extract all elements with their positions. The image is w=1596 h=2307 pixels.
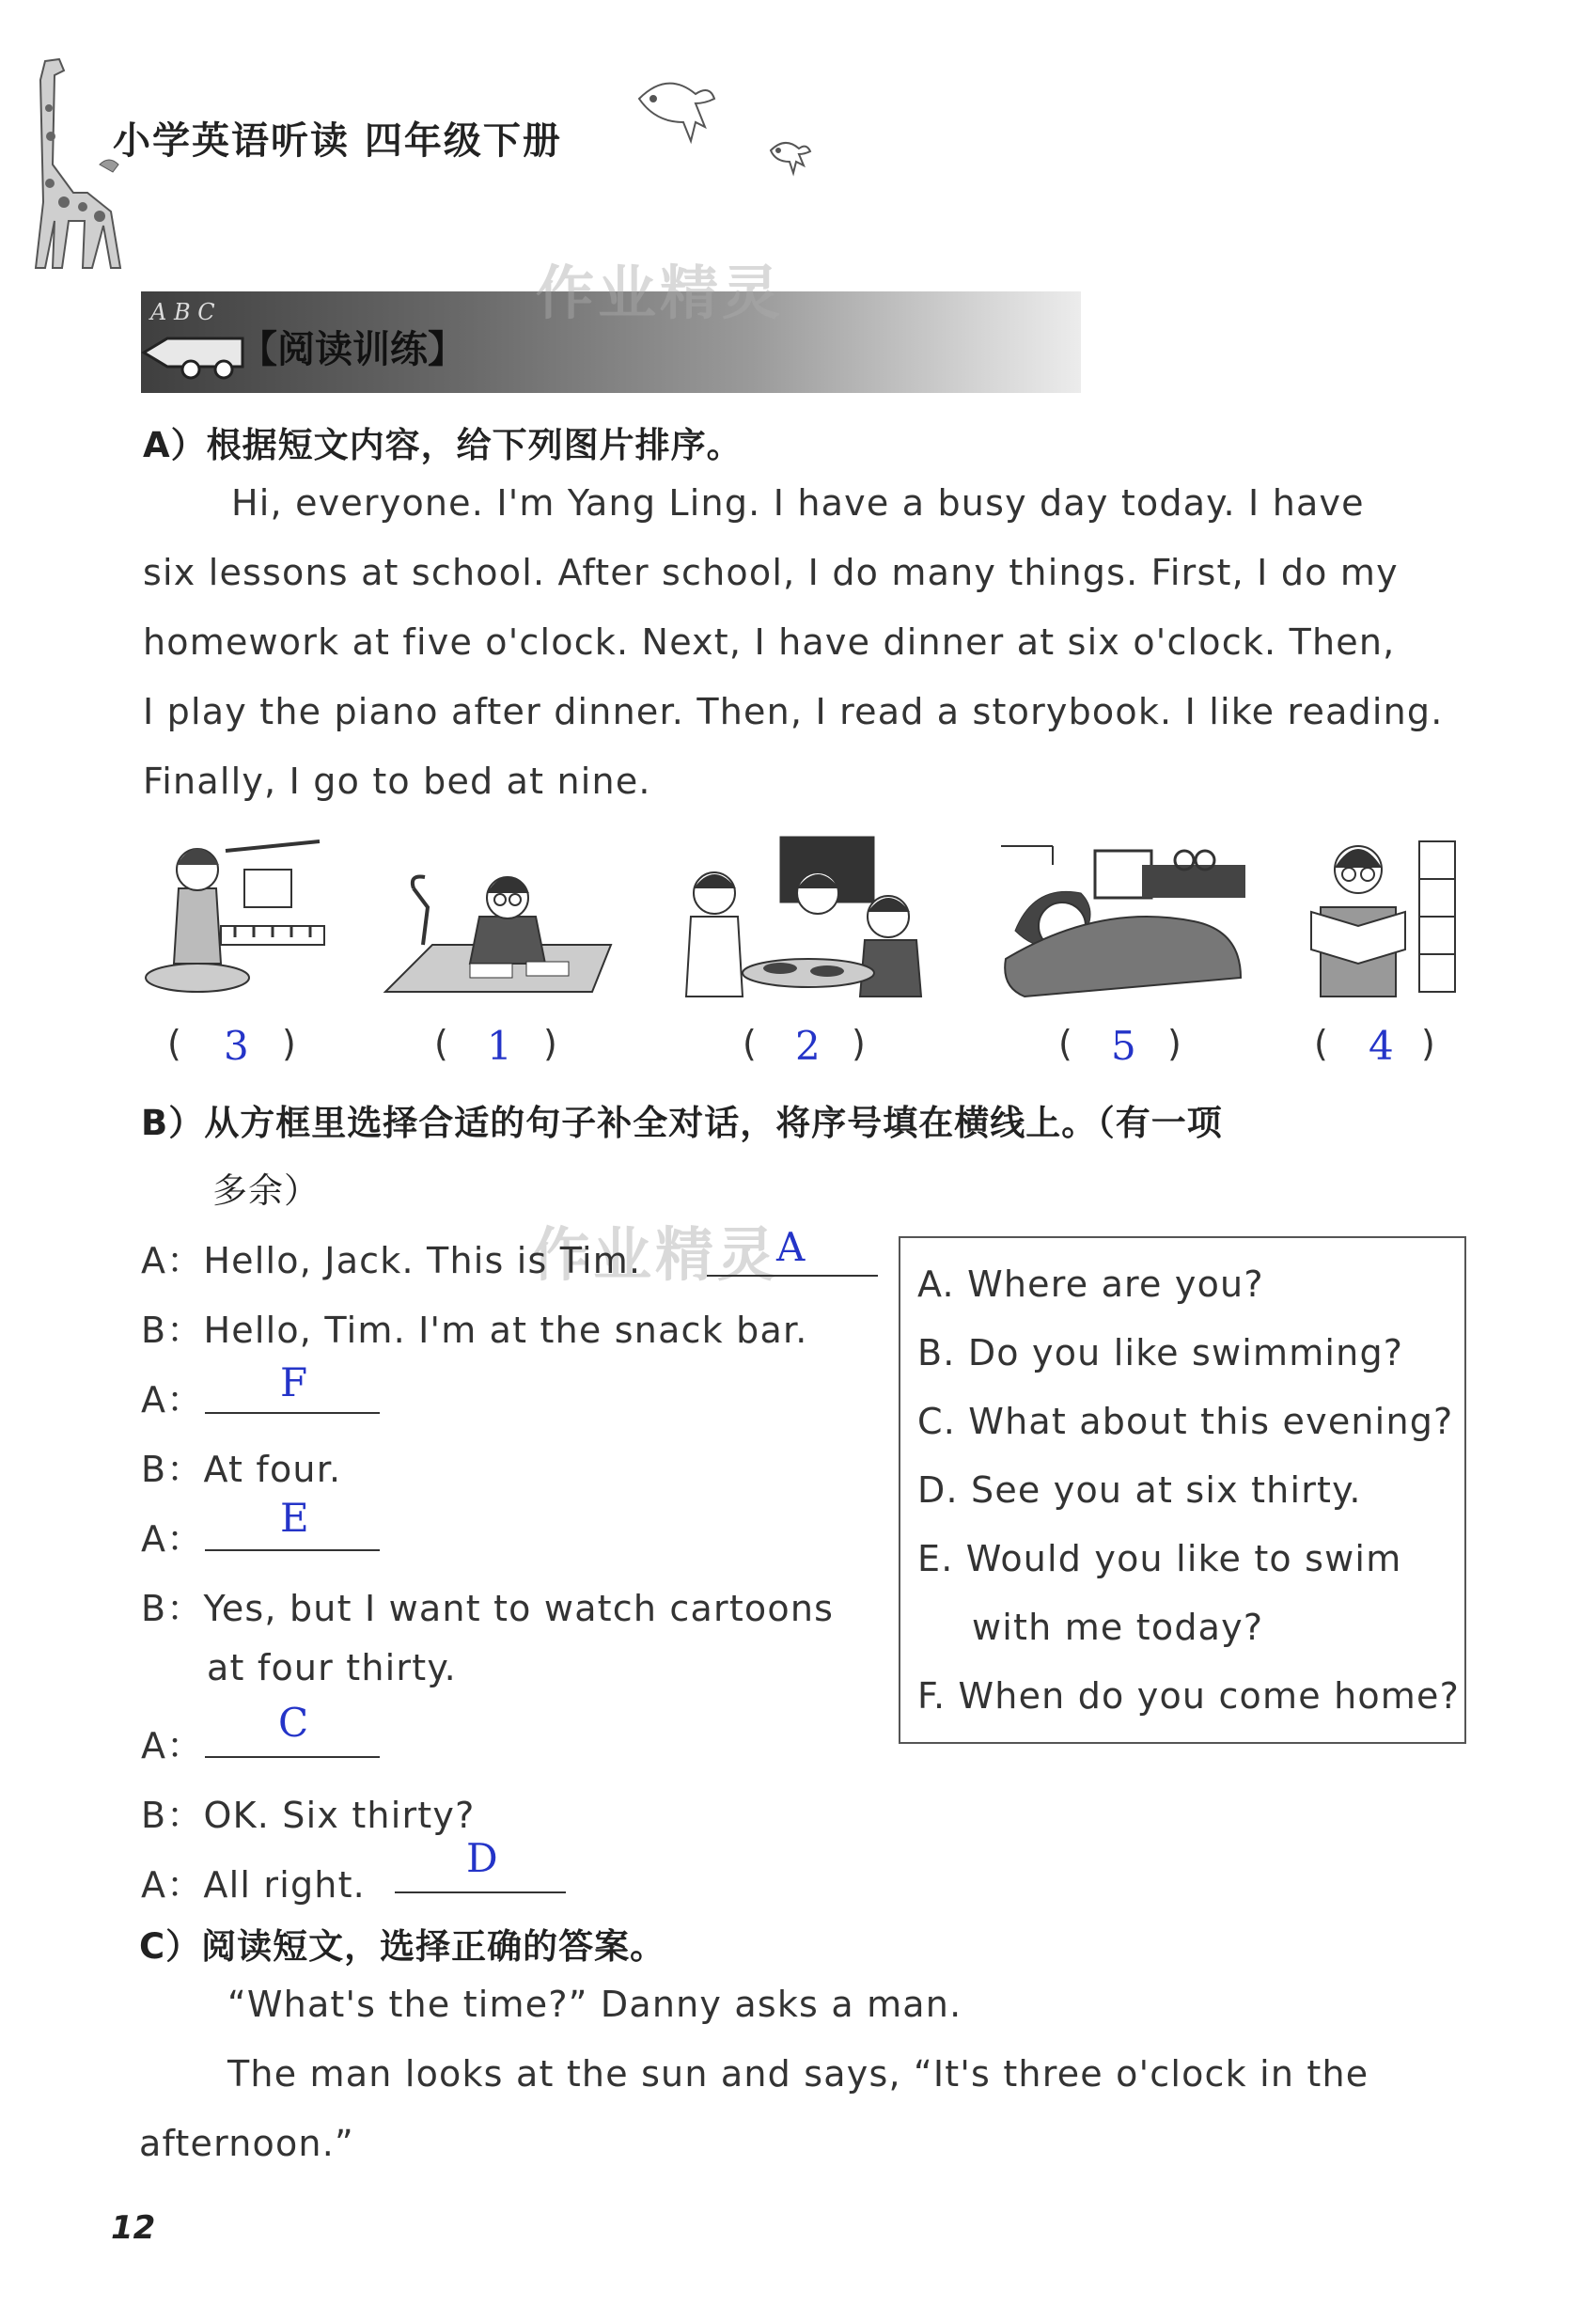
- girl-playing-piano-picture: [141, 832, 329, 1001]
- dialogue-answer: F: [280, 1359, 308, 1405]
- speaker: A：: [141, 1864, 204, 1906]
- speaker: B：: [141, 1795, 204, 1836]
- dialogue-line: Hello, Jack. This is Tim.: [203, 1240, 642, 1281]
- passage-line: I play the piano after dinner. Then, I read a storybook. I like reading.: [143, 691, 1444, 732]
- book-title: 小学英语听读 四年级下册: [113, 119, 562, 163]
- dialogue-answer: E: [280, 1495, 309, 1541]
- girl-reading-book-picture: [1302, 832, 1457, 1006]
- speaker: B：: [141, 1310, 204, 1351]
- answer-blank: [707, 1275, 878, 1277]
- option-item: F. When do you come home?: [917, 1675, 1460, 1717]
- paren-close: ): [282, 1023, 296, 1064]
- answer-blank: [205, 1549, 380, 1551]
- paren-open: (: [743, 1023, 757, 1064]
- passage-line: “What's the time?” Danny asks a man.: [227, 1984, 962, 2025]
- picture-answer: 1: [487, 1023, 512, 1069]
- family-having-dinner-picture: [667, 832, 949, 1001]
- giraffe-illustration: [17, 52, 139, 277]
- girl-doing-homework-picture: [376, 851, 620, 1001]
- picture-answer: 4: [1369, 1023, 1394, 1069]
- section-a-heading: A）根据短文内容，给下列图片排序。: [143, 425, 743, 465]
- passage-line: Finally, I go to bed at nine.: [143, 761, 651, 802]
- section-c-heading: C）阅读短文，选择正确的答案。: [139, 1926, 666, 1967]
- option-item-cont: with me today?: [972, 1607, 1264, 1648]
- speaker: A：: [141, 1518, 204, 1560]
- option-item: C. What about this evening?: [917, 1401, 1454, 1442]
- paren-close: ): [852, 1023, 866, 1064]
- passage-line: The man looks at the sun and says, “It's three o'clock in the: [227, 2053, 1369, 2095]
- pencil-icon: [139, 324, 247, 381]
- banner-letters: A B C: [150, 299, 215, 325]
- passage-line: homework at five o'clock. Next, I have dinner at six o'clock. Then,: [143, 621, 1396, 663]
- dialogue-line: All right.: [203, 1864, 366, 1906]
- dialogue-answer: A: [776, 1224, 806, 1270]
- paren-close: ): [1167, 1023, 1181, 1064]
- paren-open: (: [1058, 1023, 1072, 1064]
- girl-sleeping-picture: [996, 837, 1250, 1001]
- option-item: B. Do you like swimming?: [917, 1332, 1404, 1373]
- birds-illustration: [620, 61, 846, 183]
- speaker: B：: [141, 1449, 204, 1490]
- watermark-middle: 作业精灵: [531, 1220, 780, 1289]
- dialogue-answer: D: [466, 1835, 498, 1881]
- passage-line: six lessons at school. After school, I do many things. First, I do my: [143, 552, 1399, 593]
- passage-line: Hi, everyone. I'm Yang Ling. I have a busy day today. I have: [231, 482, 1365, 524]
- dialogue-line: OK. Six thirty?: [203, 1795, 476, 1836]
- paren-close: ): [1421, 1023, 1435, 1064]
- paren-open: (: [1314, 1023, 1328, 1064]
- picture-answer: 5: [1111, 1023, 1136, 1069]
- answer-blank: [205, 1412, 380, 1414]
- paren-open: (: [167, 1023, 181, 1064]
- section-b-heading: B）从方框里选择合适的句子补全对话，将序号填在横线上。（有一项: [141, 1103, 1223, 1143]
- paren-close: ): [543, 1023, 557, 1064]
- dialogue-answer: C: [278, 1700, 309, 1746]
- speaker: A：: [141, 1379, 204, 1420]
- picture-answer: 2: [795, 1023, 821, 1069]
- passage-line: afternoon.”: [139, 2123, 354, 2164]
- dialogue-line: at four thirty.: [207, 1647, 457, 1688]
- speaker: B：: [141, 1588, 204, 1629]
- watermark-top: 作业精灵: [536, 259, 785, 327]
- page-number: 12: [111, 2209, 156, 2247]
- answer-blank: [205, 1756, 380, 1758]
- answer-blank: [395, 1891, 566, 1893]
- paren-open: (: [434, 1023, 448, 1064]
- picture-answer: 3: [224, 1023, 249, 1069]
- dialogue-line: Hello, Tim. I'm at the snack bar.: [203, 1310, 808, 1351]
- speaker: A：: [141, 1240, 204, 1281]
- speaker: A：: [141, 1725, 204, 1766]
- section-b-heading-cont: 多余）: [212, 1170, 320, 1211]
- banner-title: 【阅读训练】: [240, 328, 465, 371]
- dialogue-line: Yes, but I want to watch cartoons: [203, 1588, 835, 1629]
- dialogue-line: At four.: [203, 1449, 342, 1490]
- option-item: A. Where are you?: [917, 1263, 1264, 1305]
- option-item: D. See you at six thirty.: [917, 1469, 1362, 1511]
- option-item: E. Would you like to swim: [917, 1538, 1402, 1579]
